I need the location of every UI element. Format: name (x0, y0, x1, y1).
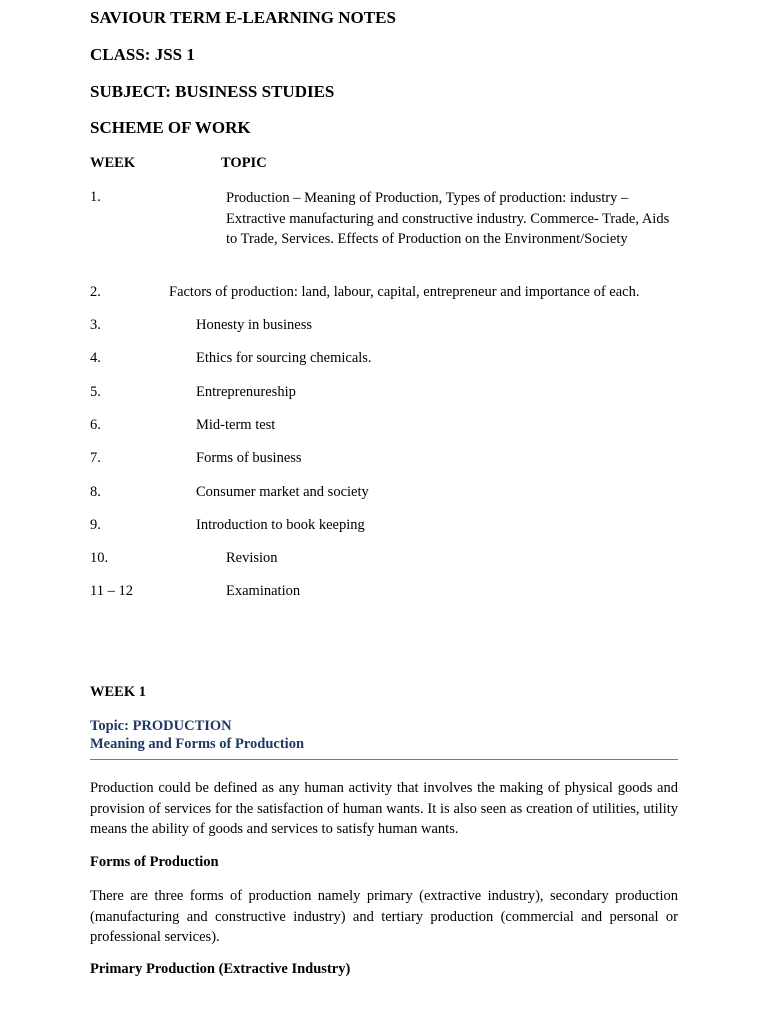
week-topic: Factors of production: land, labour, capital, entrepreneur and importance of each. (169, 284, 640, 300)
week-number: 7. (90, 450, 101, 466)
week-topic: Consumer market and society (196, 484, 369, 500)
class-line: CLASS: JSS 1 (90, 45, 195, 64)
week-number: 2. (90, 284, 101, 300)
week-number: 10. (90, 550, 109, 566)
definition-paragraph: Production could be defined as any human activity that involves the making of physical goods and provision of services for the satisfaction of human wants. It is also seen as creation of utilities, utility means the ability of goods and services to satisfy human wants. (90, 780, 678, 837)
primary-production-heading: Primary Production (Extractive Industry) (90, 961, 351, 977)
week-number: 4. (90, 350, 101, 366)
week-column-header: WEEK (90, 155, 136, 171)
topic-title: Topic: PRODUCTION (90, 718, 232, 734)
forms-paragraph: There are three forms of production namely primary (extractive industry), secondary production (manufacturing and constructive industry) and tertiary production (commercial and personal or professional services). (90, 888, 678, 945)
week-number: 1. (90, 189, 101, 205)
scheme-heading: SCHEME OF WORK (90, 118, 251, 137)
forms-heading: Forms of Production (90, 854, 219, 870)
week-number: 11 – 12 (90, 583, 133, 599)
document-title: SAVIOUR TERM E-LEARNING NOTES (90, 8, 396, 27)
topic-subtitle: Meaning and Forms of Production (90, 736, 305, 752)
week-topic: Production – Meaning of Production, Types of production: industry – Extractive manufacturing and constructive industry. Commerce- Trade, Aids to Trade, Services. Effects of Production on the Environment/Society (226, 190, 670, 247)
week-topic: Entreprenureship (196, 384, 296, 400)
week-number: 5. (90, 384, 101, 400)
week-topic: Examination (226, 583, 301, 599)
week-topic: Honesty in business (196, 317, 312, 333)
week-topic: Ethics for sourcing chemicals. (196, 350, 372, 366)
heading-divider (90, 759, 678, 760)
week-number: 6. (90, 417, 101, 433)
week-number: 8. (90, 484, 101, 500)
week-topic: Introduction to book keeping (196, 517, 365, 533)
week1-heading: WEEK 1 (90, 684, 146, 700)
week-topic: Forms of business (196, 450, 302, 466)
topic-column-header: TOPIC (221, 155, 267, 171)
week-number: 3. (90, 317, 101, 333)
week-number: 9. (90, 517, 101, 533)
subject-line: SUBJECT: BUSINESS STUDIES (90, 82, 335, 101)
week-topic: Mid-term test (196, 417, 276, 433)
week-topic: Revision (226, 550, 278, 566)
